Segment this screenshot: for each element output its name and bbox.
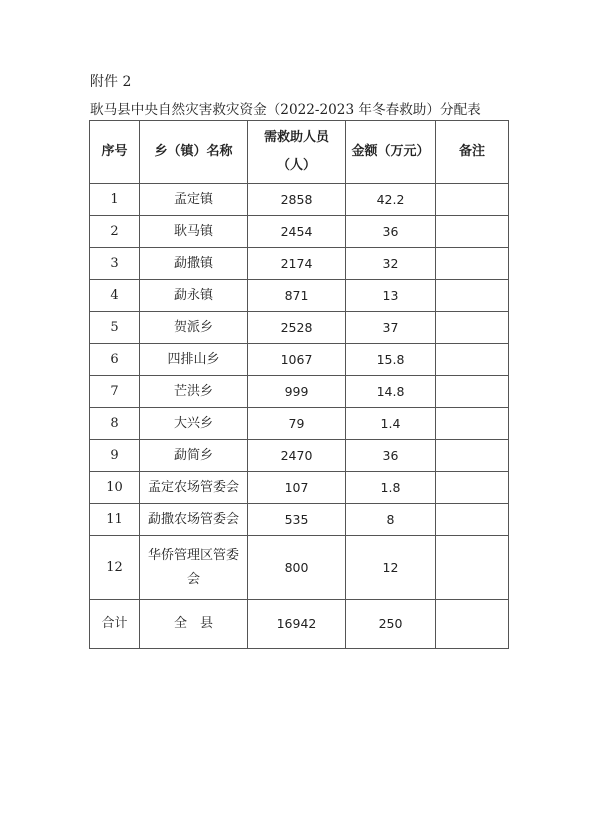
header-note: 备注: [436, 121, 509, 184]
cell-seq: 12: [90, 536, 140, 600]
cell-people: 535: [248, 504, 346, 536]
table-row: [90, 376, 509, 408]
header-amount: 金额（万元）: [346, 121, 436, 184]
cell-amount: 15.8: [346, 344, 436, 376]
cell-amount: 1.8: [346, 472, 436, 504]
total-amount: 250: [346, 600, 436, 649]
attachment-label: 附件 2: [90, 74, 132, 90]
table-row: [90, 536, 509, 600]
cell-name: 大兴乡: [140, 408, 248, 440]
table-row: [90, 184, 509, 216]
cell-people: 999: [248, 376, 346, 408]
header-people: 需救助人员（人）: [248, 121, 346, 184]
total-note: [436, 600, 509, 649]
cell-note: [436, 408, 509, 440]
table-row: [90, 312, 509, 344]
cell-people: 107: [248, 472, 346, 504]
table-body: [90, 184, 509, 600]
cell-seq: 11: [90, 504, 140, 536]
cell-amount: 42.2: [346, 184, 436, 216]
cell-people: 1067: [248, 344, 346, 376]
cell-seq: 6: [90, 344, 140, 376]
cell-people: 2858: [248, 184, 346, 216]
table-row: [90, 504, 509, 536]
cell-seq: 8: [90, 408, 140, 440]
total-row: [90, 600, 509, 649]
table-row: [90, 408, 509, 440]
cell-people: 2528: [248, 312, 346, 344]
cell-seq: 5: [90, 312, 140, 344]
cell-amount: 1.4: [346, 408, 436, 440]
cell-name: 华侨管理区管委会: [140, 536, 248, 600]
cell-note: [436, 312, 509, 344]
table-row: [90, 280, 509, 312]
table-row: [90, 440, 509, 472]
cell-note: [436, 280, 509, 312]
cell-note: [436, 344, 509, 376]
document-title: 耿马县中央自然灾害救灾资金（2022-2023 年冬春救助）分配表: [90, 102, 481, 118]
table-row: [90, 472, 509, 504]
header-seq: 序号: [90, 121, 140, 184]
cell-seq: 7: [90, 376, 140, 408]
cell-amount: 36: [346, 440, 436, 472]
cell-note: [436, 440, 509, 472]
cell-name: 勐撒农场管委会: [140, 504, 248, 536]
total-name: 全 县: [140, 600, 248, 649]
cell-people: 2470: [248, 440, 346, 472]
cell-name: 勐撒镇: [140, 248, 248, 280]
cell-amount: 36: [346, 216, 436, 248]
total-seq: 合计: [90, 600, 140, 649]
cell-seq: 3: [90, 248, 140, 280]
header-name: 乡（镇）名称: [140, 121, 248, 184]
cell-amount: 14.8: [346, 376, 436, 408]
cell-note: [436, 536, 509, 600]
cell-seq: 1: [90, 184, 140, 216]
cell-name: 耿马镇: [140, 216, 248, 248]
cell-amount: 12: [346, 536, 436, 600]
allocation-table: [89, 120, 509, 649]
cell-note: [436, 216, 509, 248]
cell-amount: 8: [346, 504, 436, 536]
cell-amount: 13: [346, 280, 436, 312]
cell-note: [436, 504, 509, 536]
cell-people: 2454: [248, 216, 346, 248]
cell-people: 2174: [248, 248, 346, 280]
cell-amount: 32: [346, 248, 436, 280]
cell-seq: 10: [90, 472, 140, 504]
cell-seq: 4: [90, 280, 140, 312]
cell-people: 800: [248, 536, 346, 600]
cell-name: 贺派乡: [140, 312, 248, 344]
cell-seq: 2: [90, 216, 140, 248]
table-row: [90, 344, 509, 376]
cell-name: 孟定镇: [140, 184, 248, 216]
total-people: 16942: [248, 600, 346, 649]
table-row: [90, 248, 509, 280]
cell-name: 勐永镇: [140, 280, 248, 312]
cell-people: 871: [248, 280, 346, 312]
cell-name: 勐简乡: [140, 440, 248, 472]
cell-note: [436, 376, 509, 408]
table-header-row: [90, 121, 509, 184]
table-row: [90, 216, 509, 248]
cell-name: 孟定农场管委会: [140, 472, 248, 504]
cell-amount: 37: [346, 312, 436, 344]
cell-note: [436, 248, 509, 280]
cell-people: 79: [248, 408, 346, 440]
cell-seq: 9: [90, 440, 140, 472]
cell-note: [436, 184, 509, 216]
cell-name: 四排山乡: [140, 344, 248, 376]
cell-note: [436, 472, 509, 504]
cell-name: 芒洪乡: [140, 376, 248, 408]
